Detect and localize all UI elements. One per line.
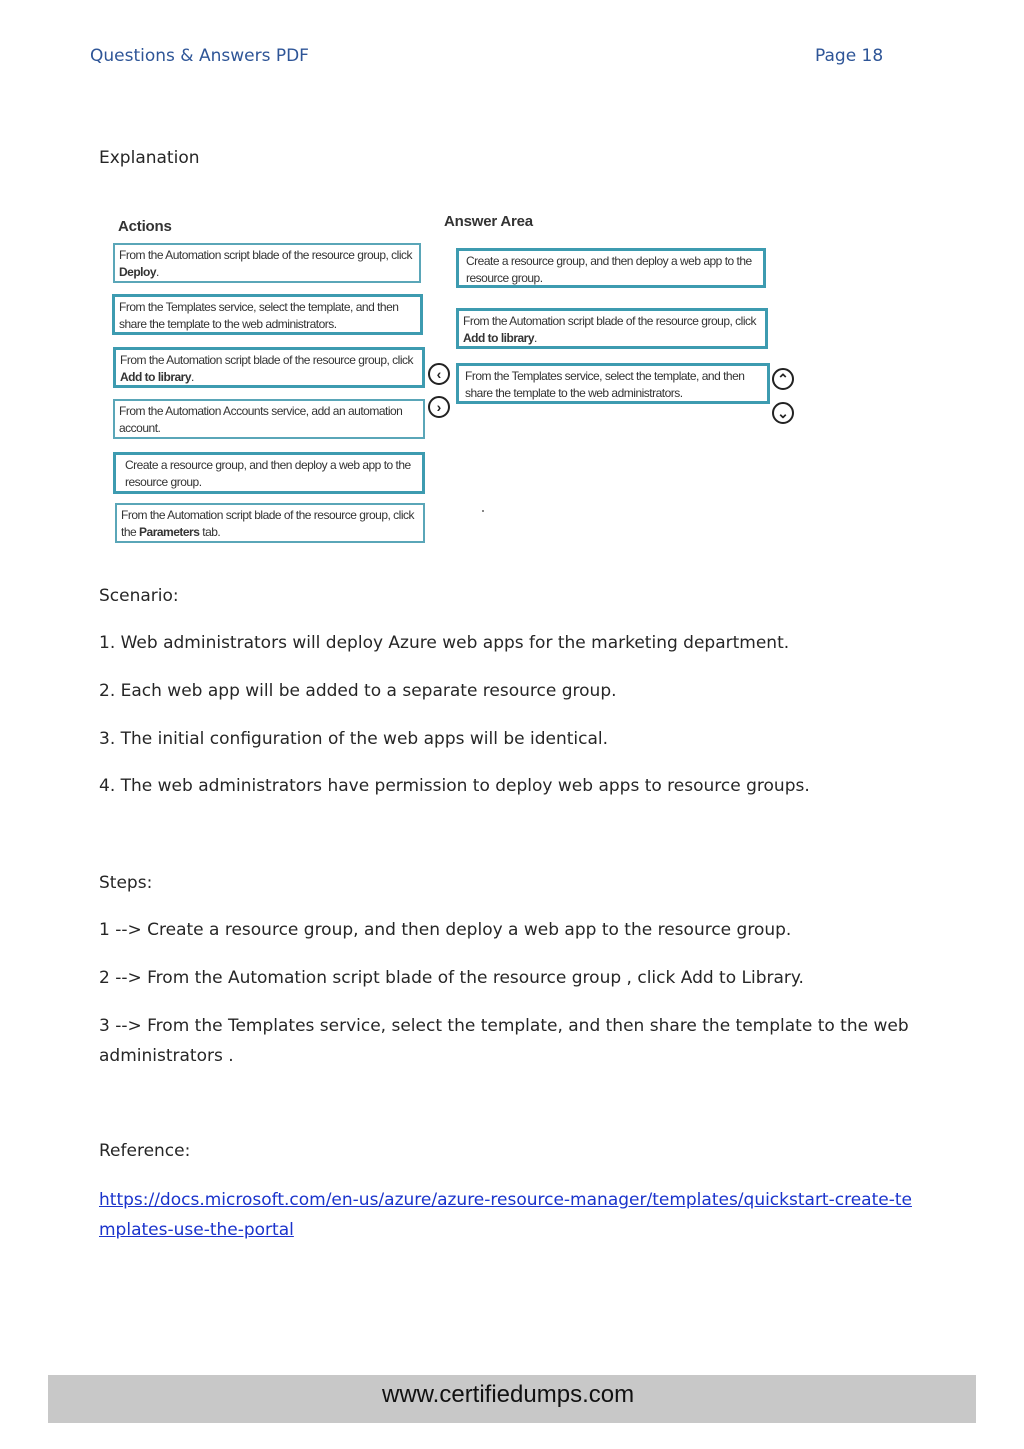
reference-link-container bbox=[99, 1185, 919, 1245]
action-item[interactable]: From the Templates service, select the template, and then share the template to the web administrators. bbox=[112, 294, 423, 335]
action-item[interactable]: From the Automation script blade of the resource group, click Deploy. bbox=[113, 243, 421, 283]
scenario-item: 1. Web administrators will deploy Azure web apps for the marketing department. bbox=[99, 633, 790, 653]
scenario-item: 3. The initial configuration of the web apps will be identical. bbox=[99, 729, 609, 749]
move-down-icon[interactable]: ⌄ bbox=[772, 402, 794, 424]
header-title: Questions & Answers PDF bbox=[90, 46, 309, 66]
reference-label: Reference: bbox=[99, 1141, 191, 1161]
drag-drop-figure bbox=[110, 210, 810, 550]
page-number: Page 18 bbox=[815, 46, 884, 66]
move-up-icon[interactable]: ⌃ bbox=[772, 368, 794, 390]
scenario-item: 4. The web administrators have permission to deploy web apps to resource groups. bbox=[99, 776, 810, 796]
footer-site: www.certifiedumps.com bbox=[382, 1381, 635, 1408]
answer-area-heading: Answer Area bbox=[444, 213, 533, 230]
answer-item[interactable]: Create a resource group, and then deploy a web app to the resource group. bbox=[456, 248, 766, 288]
move-left-icon[interactable]: ‹ bbox=[428, 363, 450, 385]
stray-dot bbox=[482, 510, 484, 512]
step-item: 1 --> Create a resource group, and then deploy a web app to the resource group. bbox=[99, 920, 792, 940]
scenario-item: 2. Each web app will be added to a separate resource group. bbox=[99, 681, 617, 701]
reference-link[interactable]: https://docs.microsoft.com/en-us/azure/azure-resource-manager/templates/quickstart-create-templates-use-the-portal bbox=[99, 1190, 912, 1240]
actions-heading: Actions bbox=[118, 218, 172, 235]
answer-item[interactable]: From the Templates service, select the template, and then share the template to the web administrators. bbox=[456, 363, 770, 404]
action-item[interactable]: Create a resource group, and then deploy a web app to the resource group. bbox=[113, 452, 425, 494]
step-item: 3 --> From the Templates service, select the template, and then share the template to the web administrators . bbox=[99, 1016, 909, 1066]
scenario-label: Scenario: bbox=[99, 586, 179, 606]
action-item[interactable]: From the Automation Accounts service, add an automation account. bbox=[113, 399, 425, 439]
move-right-icon[interactable]: › bbox=[428, 396, 450, 418]
answer-item[interactable]: From the Automation script blade of the resource group, click Add to library. bbox=[456, 308, 768, 349]
explanation-label: Explanation bbox=[99, 148, 200, 168]
action-item[interactable]: From the Automation script blade of the resource group, click Add to library. bbox=[113, 347, 425, 388]
action-item[interactable]: From the Automation script blade of the resource group, click the Parameters tab. bbox=[115, 503, 425, 543]
step-item: 2 --> From the Automation script blade of the resource group , click Add to Library. bbox=[99, 968, 804, 988]
steps-label: Steps: bbox=[99, 873, 153, 893]
